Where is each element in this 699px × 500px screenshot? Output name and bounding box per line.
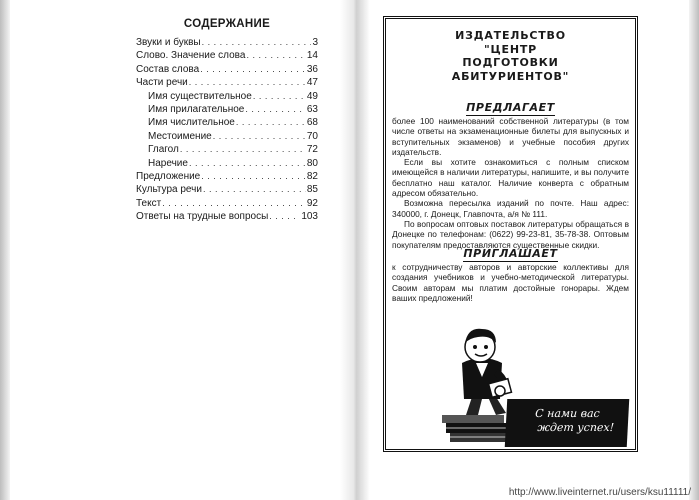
offer-paragraph: По вопросам оптовых поставок литературы обращаться в Донецке по телефонам: (0622) 99-23-81, 35-78-38. Оптовым покупателям предоставляются существенные скидки.: [392, 218, 629, 250]
table-of-contents: [136, 18, 318, 224]
toc-leader-dots: [246, 49, 305, 61]
toc-entry: [136, 90, 318, 103]
toc-entry-page: 82: [306, 171, 318, 183]
toc-entry: [136, 170, 318, 183]
offer-paragraph: более 100 наименований собственной литературы (в том числе ответы на экзаменационные билеты для выпускных и вступительных экзаменов) и учебные пособия других издательств.: [392, 116, 629, 157]
toc-entry-label: Наречие: [148, 157, 188, 169]
publisher-line: ПОДГОТОВКИ: [462, 56, 559, 69]
publisher-line: ИЗДАТЕЛЬСТВО: [455, 29, 566, 42]
toc-entry: [136, 183, 318, 196]
toc-entry: [136, 76, 318, 89]
toc-entry: [136, 103, 318, 116]
toc-entry-label: Части речи: [136, 77, 188, 89]
toc-entry-label: Имя существительное: [148, 90, 252, 102]
toc-leader-dots: [180, 143, 306, 155]
offer-paragraph: Возможна пересылка изданий по почте. Наш адрес: 340000, г. Донецк, Главпочта, а/я № 111.: [392, 198, 629, 219]
toc-entry-label: Предложение: [136, 171, 201, 183]
slogan-banner: [505, 399, 630, 447]
toc-entry-page: 68: [306, 117, 318, 129]
toc-entry-page: 63: [306, 104, 318, 116]
toc-entry-page: 36: [306, 63, 318, 75]
toc-title: СОДЕРЖАНИЕ: [183, 18, 271, 30]
toc-leader-dots: [269, 210, 300, 222]
slogan-line: ждет успех!: [537, 421, 615, 434]
toc-list: [136, 36, 318, 224]
slogan-line: С нами вас: [534, 407, 601, 420]
publisher-name: [386, 29, 635, 83]
toc-leader-dots: [162, 197, 306, 209]
toc-entry: [136, 63, 318, 76]
watermark-url: http://www.liveinternet.ru/users/ksu11111/: [508, 487, 691, 498]
toc-leader-dots: [203, 183, 306, 195]
toc-entry: [136, 130, 318, 143]
toc-leader-dots: [213, 130, 306, 142]
toc-entry-label: Местоимение: [148, 130, 212, 142]
toc-entry-page: 92: [306, 197, 318, 209]
toc-entry-page: 49: [306, 90, 318, 102]
offer-heading: ПРЕДЛАГАЕТ: [466, 101, 555, 114]
invite-text: [392, 262, 629, 303]
toc-leader-dots: [200, 63, 306, 75]
toc-entry-label: Глагол: [148, 144, 179, 156]
book-gutter: [340, 0, 370, 500]
toc-entry-page: 14: [306, 50, 318, 62]
toc-leader-dots: [189, 157, 306, 169]
invite-paragraph: к сотрудничеству авторов и авторские коллективы для создания учебников и учебно-методической литературы. Своим авторам мы платим достойные гонорары. Ждем ваших предложений!: [392, 262, 629, 303]
right-page-edge: [689, 0, 699, 500]
publisher-line: "ЦЕНТР: [483, 42, 538, 56]
toc-entry-label: Культура речи: [136, 184, 202, 196]
toc-entry: [136, 143, 318, 156]
publisher-ad: [383, 16, 638, 452]
toc-entry-page: 72: [306, 144, 318, 156]
toc-entry: [136, 210, 318, 223]
toc-entry-label: Текст: [136, 197, 162, 209]
toc-entry-page: 47: [306, 77, 318, 89]
toc-entry: [136, 116, 318, 129]
toc-leader-dots: [201, 170, 306, 182]
toc-entry-page: 80: [306, 157, 318, 169]
invite-heading: ПРИГЛАШАЕТ: [463, 247, 558, 260]
toc-entry-label: Состав слова: [136, 63, 200, 75]
toc-entry: [136, 49, 318, 62]
toc-entry-label: Ответы на трудные вопросы: [136, 211, 269, 223]
toc-leader-dots: [245, 103, 306, 115]
toc-leader-dots: [253, 90, 306, 102]
toc-entry-label: Имя числительное: [148, 117, 235, 129]
toc-entry-page: 85: [306, 184, 318, 196]
toc-entry-page: 3: [312, 37, 318, 48]
toc-entry: [136, 157, 318, 170]
toc-entry-page: 70: [306, 130, 318, 142]
left-page-edge: [0, 0, 10, 500]
offer-paragraph: Если вы хотите ознакомиться с полным списком имеющейся в наличии литературы, напишите, и вы получите бесплатно наш каталог. Наличие конверта с обратным адресом обязательно.: [392, 157, 629, 199]
toc-entry: [136, 197, 318, 210]
toc-leader-dots: [189, 76, 306, 88]
toc-entry-page: 103: [301, 211, 318, 223]
toc-entry-label: Слово. Значение слова: [136, 50, 246, 62]
publisher-line: АБИТУРИЕНТОВ": [451, 69, 570, 83]
toc-entry-label: Звуки и буквы: [136, 37, 201, 48]
offer-text: [392, 116, 629, 250]
toc-entry: [136, 36, 318, 49]
toc-entry-label: Имя прилагательное: [148, 104, 245, 116]
toc-leader-dots: [202, 36, 312, 48]
toc-leader-dots: [236, 116, 306, 128]
